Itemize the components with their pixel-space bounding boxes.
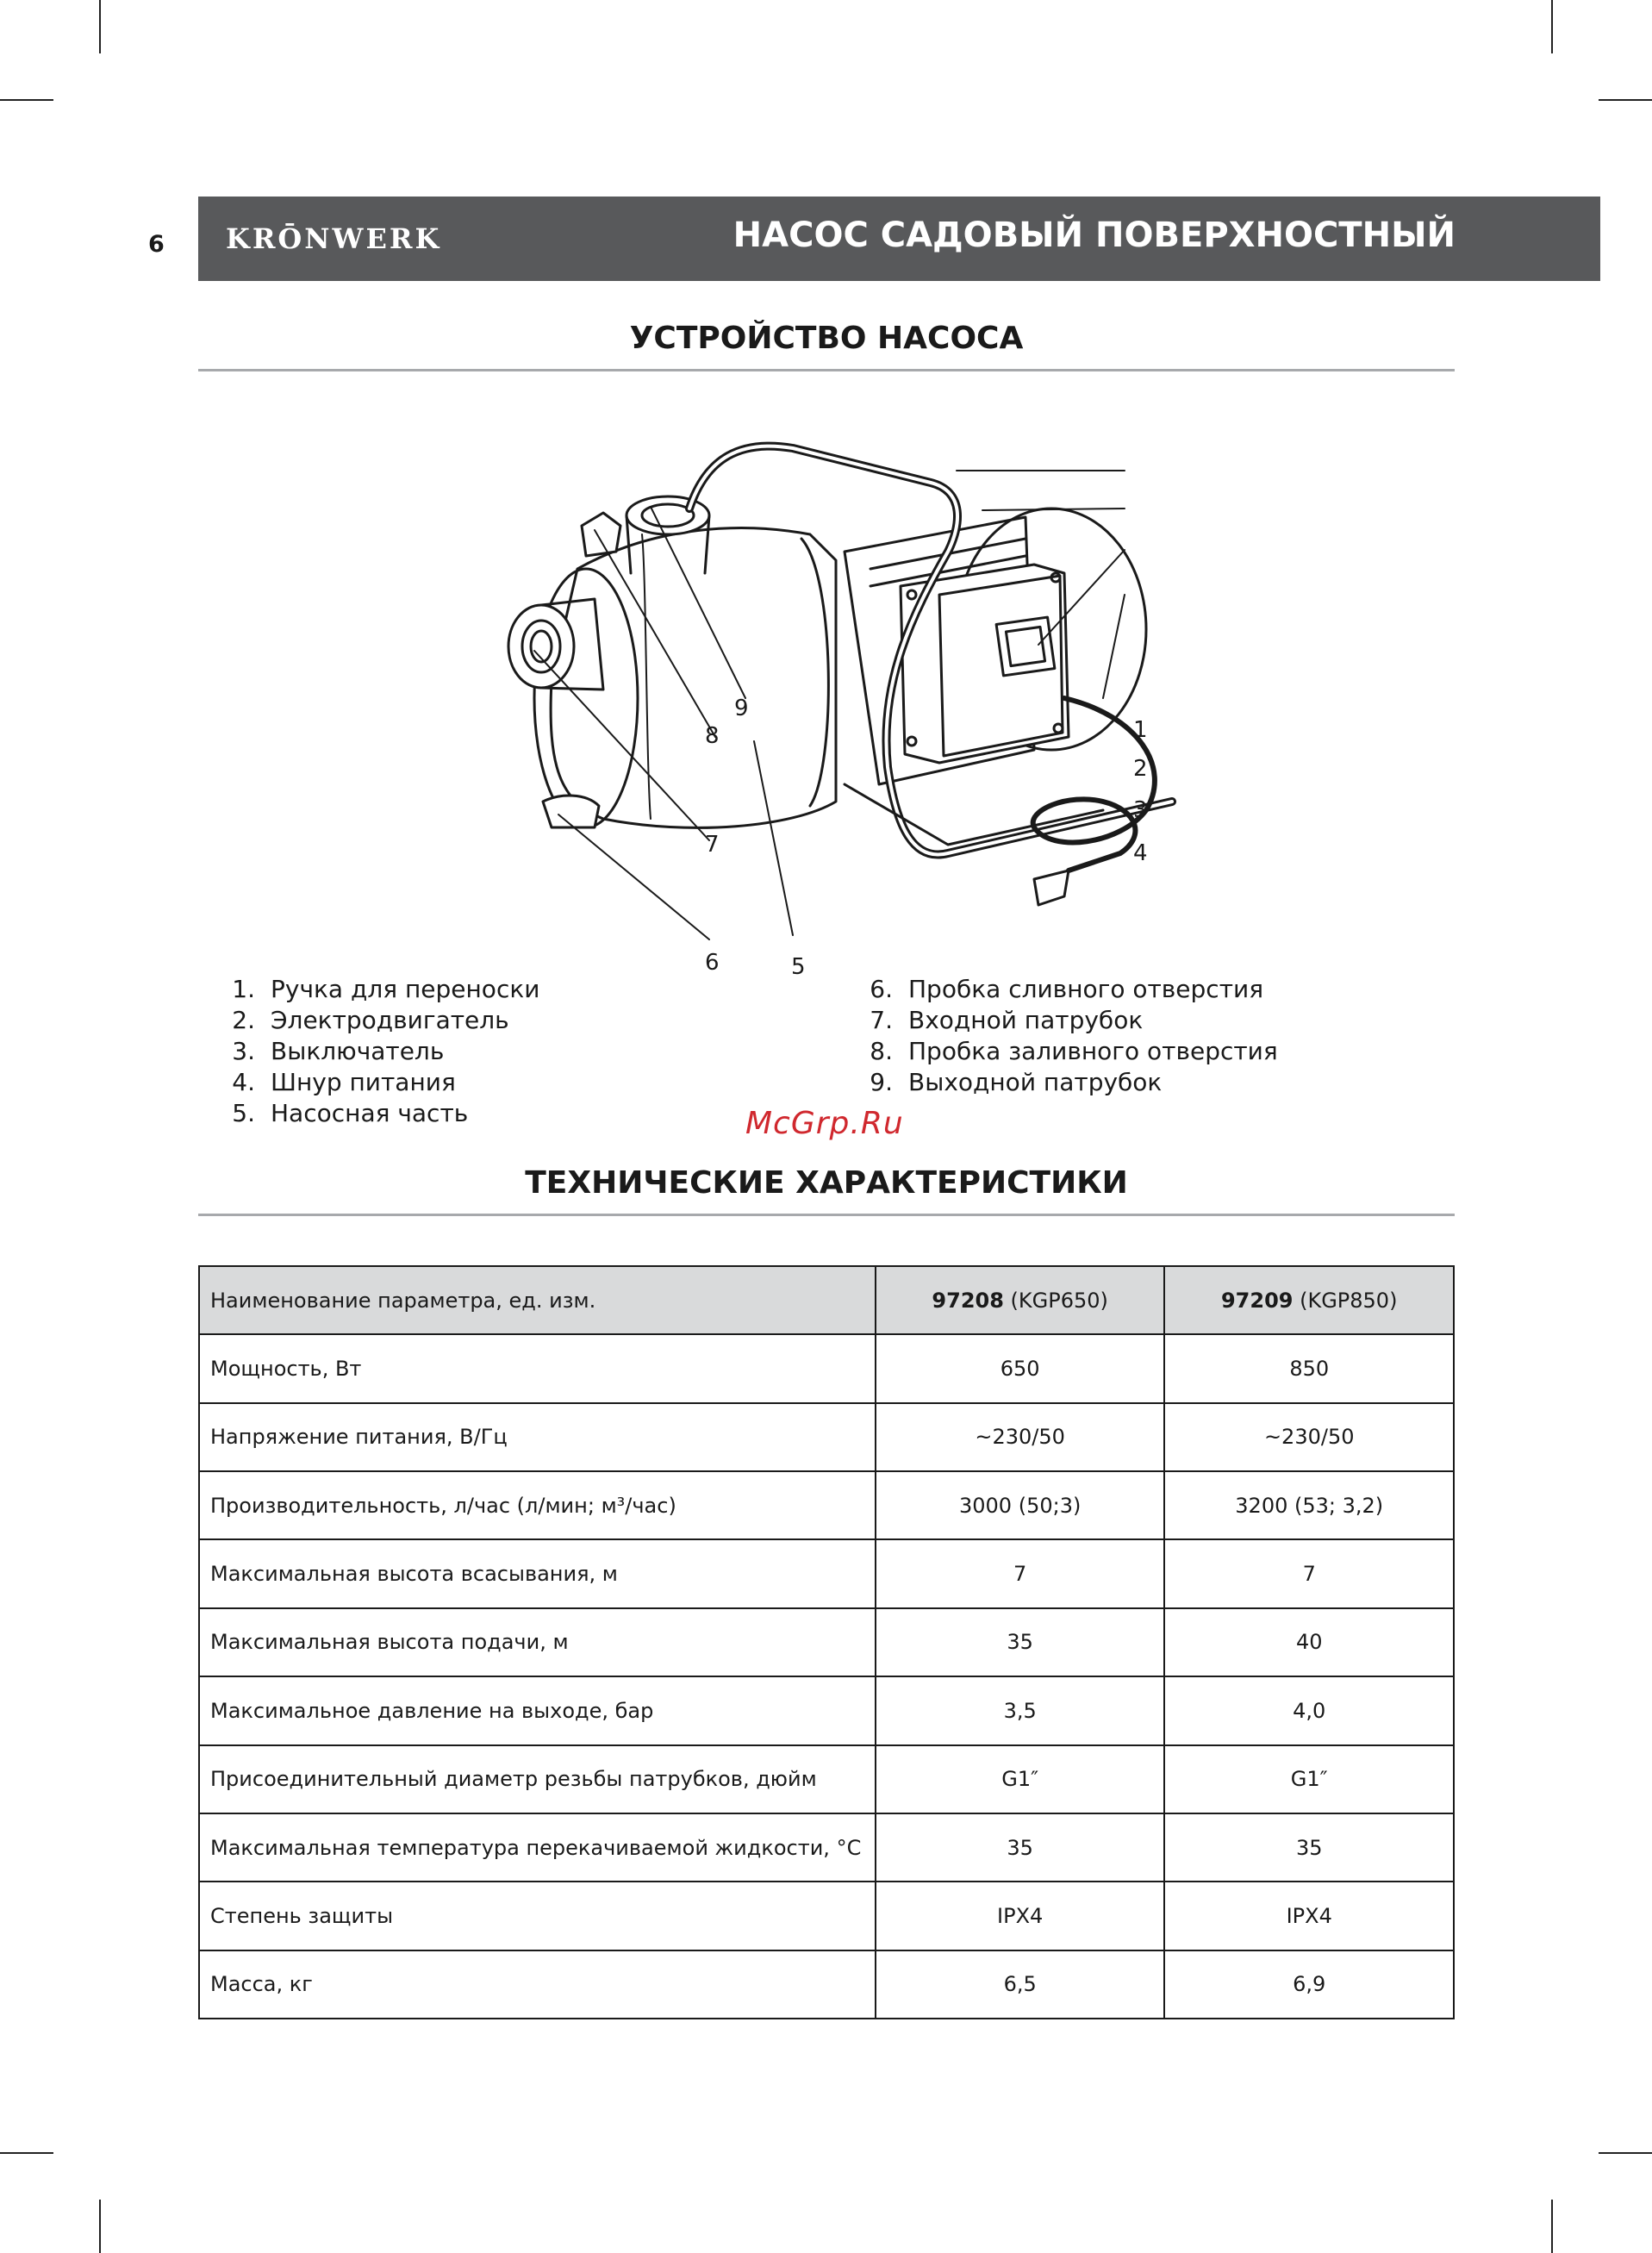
value-cell: 7 xyxy=(876,1539,1165,1607)
parts-list-right xyxy=(853,974,1278,1098)
table-row xyxy=(199,1403,1454,1471)
value-cell: ~230/50 xyxy=(1164,1403,1454,1471)
callout-1: 1 xyxy=(1133,717,1148,743)
value-cell: IPX4 xyxy=(876,1882,1165,1950)
parts-list-left xyxy=(215,974,539,1129)
list-item: 3. Выключатель xyxy=(232,1037,445,1065)
section-divider xyxy=(198,1214,1455,1216)
crop-mark xyxy=(1599,99,1652,101)
param-cell: Максимальная высота всасывания, м xyxy=(199,1539,876,1607)
table-row xyxy=(199,1608,1454,1676)
header-model-2: 97209 (KGP850) xyxy=(1164,1266,1454,1334)
value-cell: 3,5 xyxy=(876,1676,1165,1744)
param-cell: Максимальная температура перекачиваемой жидкости, °С xyxy=(199,1813,876,1882)
param-cell: Производительность, л/час (л/мин; м³/час) xyxy=(199,1471,876,1539)
value-cell: 35 xyxy=(876,1813,1165,1882)
param-cell: Мощность, Вт xyxy=(199,1334,876,1402)
value-cell: 35 xyxy=(876,1608,1165,1676)
crop-mark xyxy=(0,99,53,101)
list-item: 6. Пробка сливного отверстия xyxy=(870,975,1264,1003)
value-cell: ~230/50 xyxy=(876,1403,1165,1471)
header-title: НАСОС САДОВЫЙ ПОВЕРХНОСТНЫЙ xyxy=(732,215,1456,255)
callout-4: 4 xyxy=(1133,840,1148,866)
param-cell: Максимальное давление на выходе, бар xyxy=(199,1676,876,1744)
crop-mark xyxy=(99,2200,101,2253)
value-cell: 40 xyxy=(1164,1608,1454,1676)
value-cell: IPX4 xyxy=(1164,1882,1454,1950)
callout-6: 6 xyxy=(705,950,720,976)
table-row xyxy=(199,1950,1454,2019)
value-cell: G1″ xyxy=(876,1745,1165,1813)
value-cell: G1″ xyxy=(1164,1745,1454,1813)
value-cell: 850 xyxy=(1164,1334,1454,1402)
value-cell: 6,5 xyxy=(876,1950,1165,2019)
value-cell: 6,9 xyxy=(1164,1950,1454,2019)
callout-9: 9 xyxy=(734,696,749,721)
outlet-pipe xyxy=(627,496,709,534)
list-item: 9. Выходной патрубок xyxy=(870,1068,1163,1096)
list-item: 8. Пробка заливного отверстия xyxy=(870,1037,1278,1065)
table-header-row xyxy=(199,1266,1454,1334)
fill-plug xyxy=(582,513,620,556)
callout-3: 3 xyxy=(1133,797,1148,823)
param-cell: Масса, кг xyxy=(199,1950,876,2019)
list-item: 1. Ручка для переноски xyxy=(232,975,540,1003)
table-row xyxy=(199,1539,1454,1607)
value-cell: 7 xyxy=(1164,1539,1454,1607)
callout-8: 8 xyxy=(705,723,720,749)
watermark: McGrp.Ru xyxy=(745,1106,904,1141)
plug xyxy=(1034,871,1069,905)
header-param: Наименование параметра, ед. изм. xyxy=(199,1266,876,1334)
list-item: 4. Шнур питания xyxy=(232,1068,456,1096)
table-row xyxy=(199,1745,1454,1813)
crop-mark xyxy=(1551,0,1553,53)
list-item: 5. Насосная часть xyxy=(232,1099,469,1127)
table-row xyxy=(199,1334,1454,1402)
callout-7: 7 xyxy=(705,832,720,858)
table-row xyxy=(199,1882,1454,1950)
drain-plug xyxy=(543,796,599,827)
value-cell: 650 xyxy=(876,1334,1165,1402)
brand-logo: KRŌNWERK xyxy=(226,222,442,255)
table-row xyxy=(199,1813,1454,1882)
table-row xyxy=(199,1471,1454,1539)
pump-diagram xyxy=(431,422,1250,980)
crop-mark xyxy=(1599,2152,1652,2154)
crop-mark xyxy=(0,2152,53,2154)
crop-mark xyxy=(99,0,101,53)
param-cell: Степень защиты xyxy=(199,1882,876,1950)
crop-mark xyxy=(1551,2200,1553,2253)
list-item: 7. Входной патрубок xyxy=(870,1006,1144,1034)
value-cell: 3200 (53; 3,2) xyxy=(1164,1471,1454,1539)
value-cell: 3000 (50;3) xyxy=(876,1471,1165,1539)
header-model-1: 97208 (KGP650) xyxy=(876,1266,1165,1334)
specs-table xyxy=(198,1265,1455,2019)
pump-housing xyxy=(551,528,836,828)
callout-2: 2 xyxy=(1133,756,1148,782)
value-cell: 35 xyxy=(1164,1813,1454,1882)
list-item: 2. Электродвигатель xyxy=(232,1006,509,1034)
header-bar xyxy=(198,197,1600,281)
value-cell: 4,0 xyxy=(1164,1676,1454,1744)
param-cell: Напряжение питания, В/Гц xyxy=(199,1403,876,1471)
param-cell: Максимальная высота подачи, м xyxy=(199,1608,876,1676)
page-number: 6 xyxy=(148,231,165,258)
section-divider xyxy=(198,369,1455,371)
callout-5: 5 xyxy=(791,954,806,980)
inlet-pipe xyxy=(508,605,574,688)
specs-section-title: ТЕХНИЧЕСКИЕ ХАРАКТЕРИСТИКИ xyxy=(525,1165,1128,1201)
device-section-title: УСТРОЙСТВО НАСОСА xyxy=(629,321,1024,356)
param-cell: Присоединительный диаметр резьбы патрубков, дюйм xyxy=(199,1745,876,1813)
table-row xyxy=(199,1676,1454,1744)
